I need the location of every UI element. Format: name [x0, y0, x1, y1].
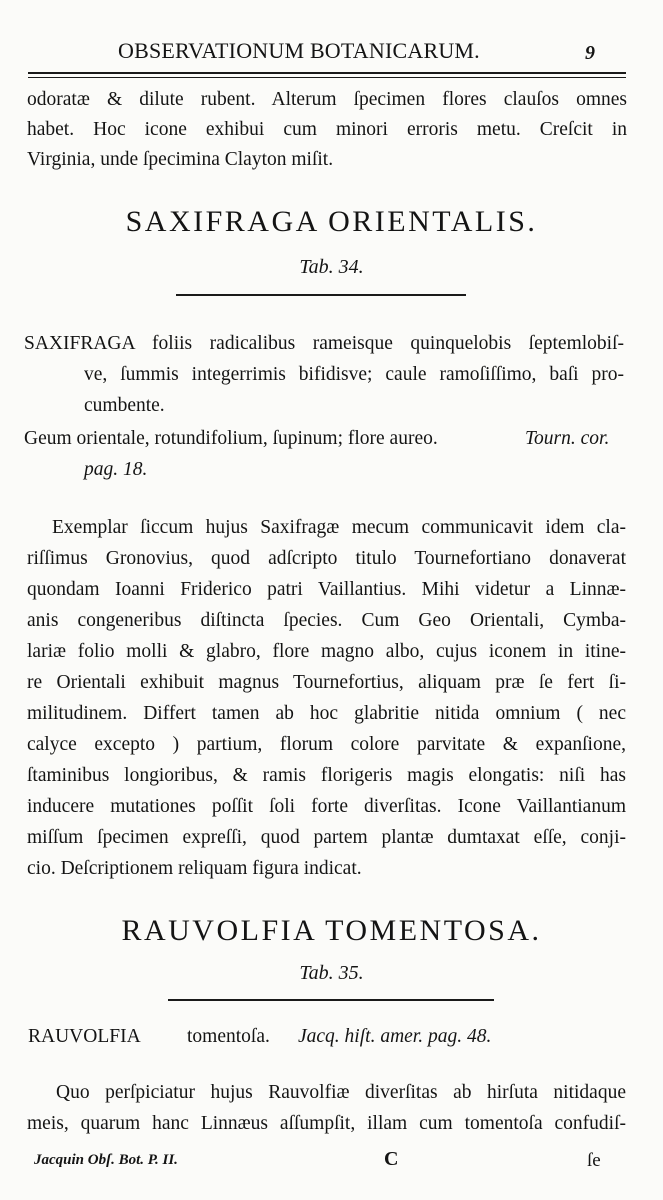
text-line: militudinem. Differt tamen ab hoc glabritie nitida omnium ( nec: [27, 703, 626, 724]
definition-reference: Jacq. hiſt. amer. pag. 48.: [298, 1026, 492, 1047]
text-line: quondam Ioanni Friderico patri Vaillantius. Mihi videtur a Linnæ-: [27, 579, 626, 600]
text-line: lariæ folio molli & glabro, flore magno albo, cujus iconem in itine-: [27, 641, 626, 662]
text-line: ſtaminibus longioribus, & ramis florigeris magis elongatis: niſi has: [27, 765, 626, 786]
definition-name: RAUVOLFIA: [28, 1026, 141, 1047]
signature-mark: Jacquin Obſ. Bot. P. II.: [34, 1152, 178, 1168]
gathering-mark: C: [384, 1148, 399, 1170]
text-line: habet. Hoc icone exhibui cum minori erroris metu. Creſcit in: [27, 119, 627, 140]
section-title: SAXIFRAGA ORIENTALIS.: [125, 205, 538, 238]
text-line: Virginia, unde ſpecimina Clayton miſit.: [27, 149, 334, 170]
synonym-page: pag. 18.: [84, 459, 148, 480]
synonym-line: Geum orientale, rotundifolium, ſupinum; flore aureo.: [24, 428, 438, 449]
text-line: Exemplar ſiccum hujus Saxifragæ mecum communicavit idem cla-: [52, 517, 626, 538]
section-rule: [176, 294, 466, 296]
section-title: RAUVOLFIA TOMENTOSA.: [121, 914, 542, 947]
running-head: OBSERVATIONUM BOTANICARUM.: [118, 38, 480, 63]
header-rule: [28, 72, 626, 74]
header-rule-thin: [28, 77, 626, 78]
text-line: calyce excepto ) partium, florum colore parvitate & expanſione,: [27, 734, 626, 755]
page-number: 9: [585, 42, 595, 64]
plate-reference: Tab. 35.: [299, 962, 364, 984]
synonym-reference: Tourn. cor.: [525, 428, 610, 449]
definition-line: cumbente.: [84, 395, 165, 416]
text-line: anis congeneribus diſtincta ſpecies. Cum Geo Orientali, Cymba-: [27, 610, 626, 631]
text-line: cio. Deſcriptionem reliquam figura indicat.: [27, 858, 362, 879]
text-line: Quo perſpiciatur hujus Rauvolfiæ diverſitas ab hirſuta nitidaque: [56, 1082, 626, 1103]
definition-text: tomentoſa.: [187, 1026, 270, 1047]
text-line: riſſimus Gronovius, quod adſcripto titulo Tournefortiano donaverat: [27, 548, 626, 569]
text-line: odoratæ & dilute rubent. Alterum ſpecimen flores clauſos omnes: [27, 89, 627, 110]
catchword: ſe: [587, 1150, 601, 1171]
text-line: miſſum ſpecimen expreſſi, quod partem plantæ dumtaxat eſſe, conji-: [27, 827, 626, 848]
definition-line: SAXIFRAGA foliis radicalibus rameisque quinquelobis ſeptemlobiſ-: [24, 333, 624, 354]
text-line: inducere mutationes poſſit ſoli forte diverſitas. Icone Vaillantianum: [27, 796, 626, 817]
definition-line: ve, ſummis integerrimis bifidisve; caule ramoſiſſimo, baſi pro-: [84, 364, 624, 385]
plate-reference: Tab. 34.: [299, 256, 364, 278]
section-rule: [168, 999, 494, 1001]
text-line: re Orientali exhibuit magnus Tournefortius, aliquam præ ſe fert ſi-: [27, 672, 626, 693]
text-line: meis, quarum hanc Linnæus aſſumpſit, illam cum tomentoſa confudiſ-: [27, 1113, 626, 1134]
